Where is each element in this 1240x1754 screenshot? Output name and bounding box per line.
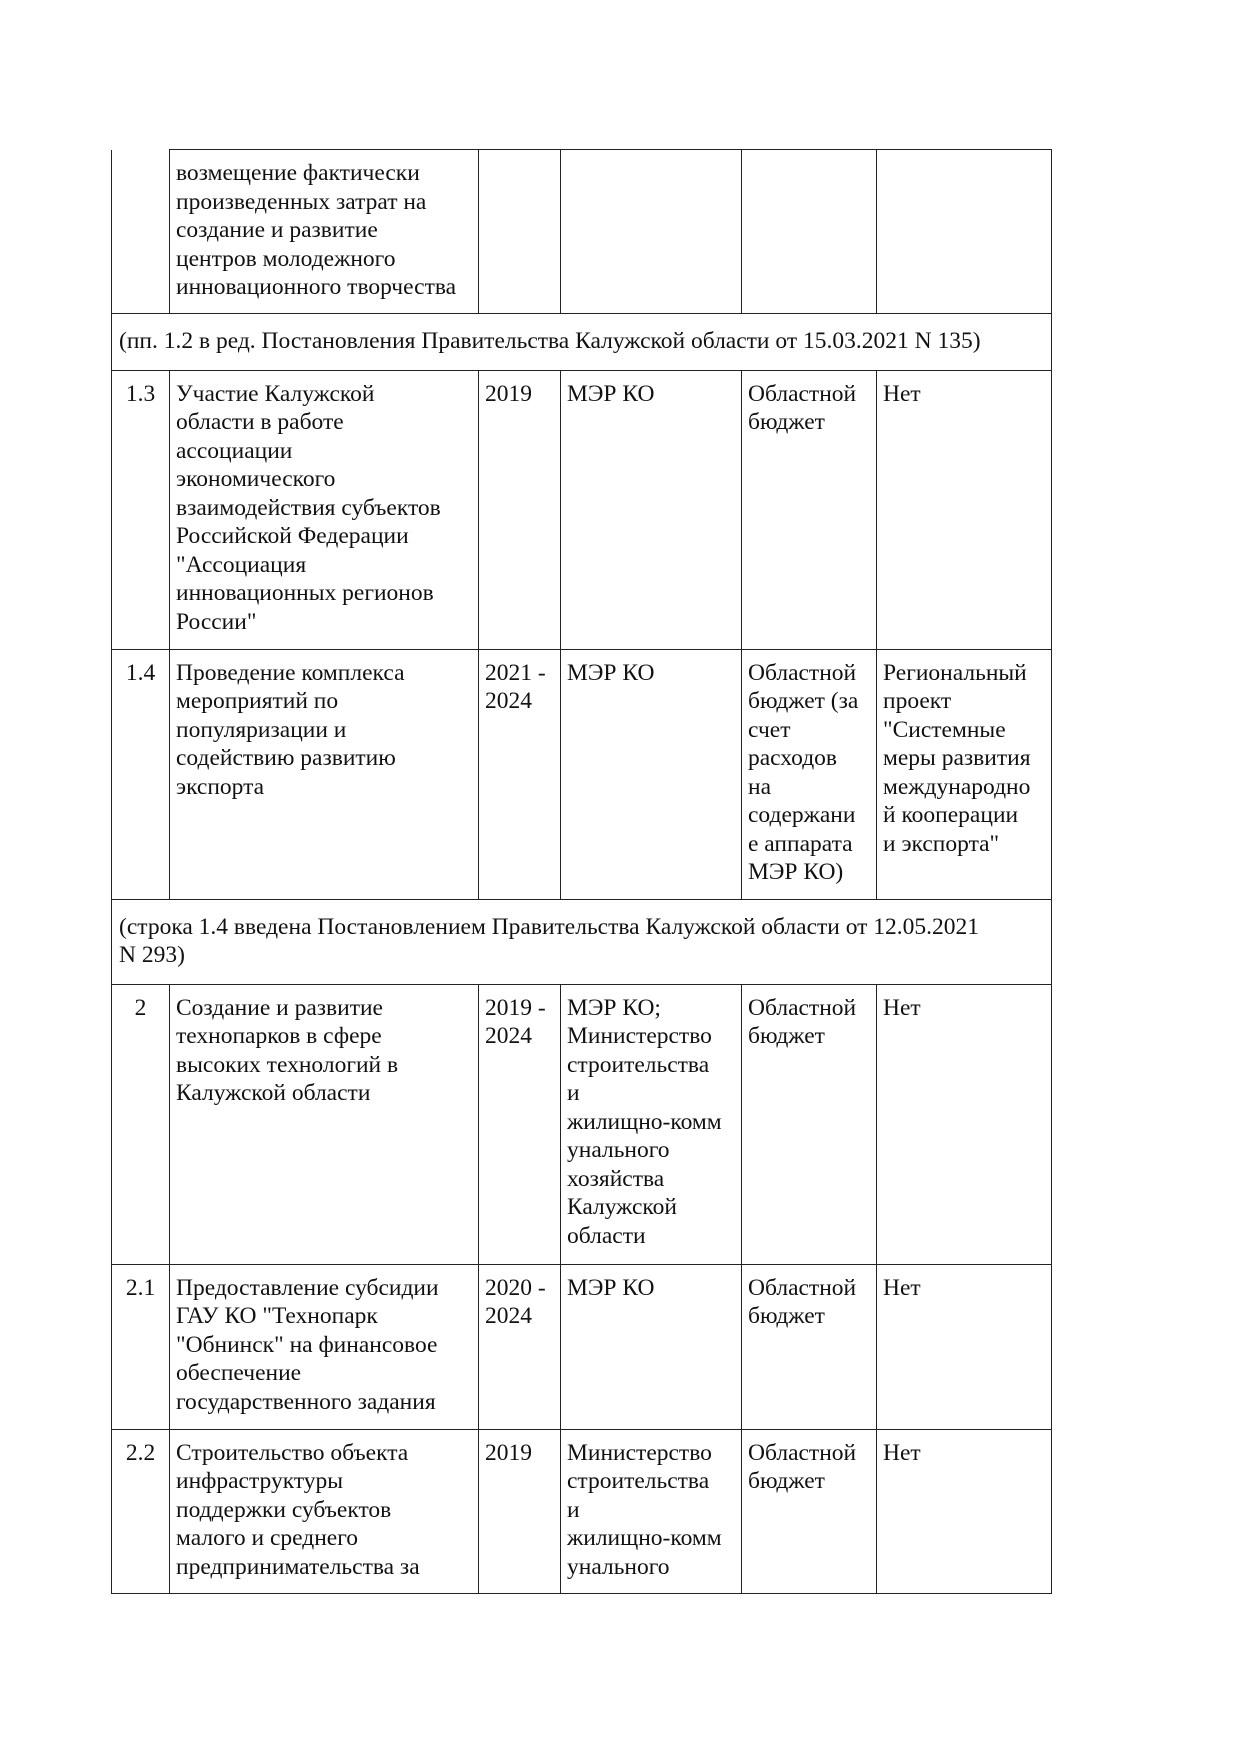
cell-number: 1.4	[112, 649, 170, 899]
cell-number: 2.1	[112, 1264, 170, 1429]
cell-period: 2019	[479, 370, 561, 649]
cell-project: Нет	[877, 370, 1052, 649]
cell-source: Областной бюджет	[742, 370, 877, 649]
cell-number	[112, 150, 170, 314]
cell-period	[479, 150, 561, 314]
table-row	[112, 649, 1052, 899]
cell-activity: возмещение фактически произведенных затрат на создание и развитие центров молодежного инновационного творчества	[170, 150, 479, 314]
cell-activity: Проведение комплекса мероприятий по популяризации и содействию развитию экспорта	[170, 649, 479, 899]
cell-executor: МЭР КО; Министерство строительства и жилищно-комм унального хозяйства Калужской области	[561, 984, 742, 1264]
table-row	[112, 370, 1052, 649]
cell-executor	[561, 150, 742, 314]
cell-number: 2.2	[112, 1429, 170, 1593]
amendment-note: (строка 1.4 введена Постановлением Правительства Калужской области от 12.05.2021 N 293)	[112, 899, 1052, 984]
cell-source: Областной бюджет (за счет расходов на содержани е аппарата МЭР КО)	[742, 649, 877, 899]
cell-project: Нет	[877, 984, 1052, 1264]
cell-executor: Министерство строительства и жилищно-комм унального	[561, 1429, 742, 1593]
cell-number: 2	[112, 984, 170, 1264]
cell-project	[877, 150, 1052, 314]
amendment-note: (пп. 1.2 в ред. Постановления Правительства Калужской области от 15.03.2021 N 135)	[112, 314, 1052, 371]
cell-source: Областной бюджет	[742, 1264, 877, 1429]
cell-period: 2020 - 2024	[479, 1264, 561, 1429]
table-row	[112, 1429, 1052, 1593]
cell-project: Региональный проект "Системные меры развития международно й кооперации и экспорта"	[877, 649, 1052, 899]
amendment-note-row	[112, 314, 1052, 371]
cell-project: Нет	[877, 1429, 1052, 1593]
table-row-continuation	[112, 150, 1052, 314]
cell-executor: МЭР КО	[561, 649, 742, 899]
amendment-note-row	[112, 899, 1052, 984]
cell-activity: Участие Калужской области в работе ассоциации экономического взаимодействия субъектов Российской Федерации "Ассоциация инновационных регионов России"	[170, 370, 479, 649]
cell-executor: МЭР КО	[561, 370, 742, 649]
cell-period: 2019 - 2024	[479, 984, 561, 1264]
cell-number: 1.3	[112, 370, 170, 649]
cell-source: Областной бюджет	[742, 984, 877, 1264]
table-body	[112, 150, 1052, 1594]
program-table	[111, 149, 1052, 1594]
cell-activity: Предоставление субсидии ГАУ КО "Технопарк "Обнинск" на финансовое обеспечение государственного задания	[170, 1264, 479, 1429]
cell-executor: МЭР КО	[561, 1264, 742, 1429]
cell-source	[742, 150, 877, 314]
cell-activity: Строительство объекта инфраструктуры поддержки субъектов малого и среднего предпринимательства за	[170, 1429, 479, 1593]
table-row	[112, 1264, 1052, 1429]
cell-source: Областной бюджет	[742, 1429, 877, 1593]
cell-period: 2019	[479, 1429, 561, 1593]
cell-activity: Создание и развитие технопарков в сфере высоких технологий в Калужской области	[170, 984, 479, 1264]
cell-project: Нет	[877, 1264, 1052, 1429]
cell-period: 2021 - 2024	[479, 649, 561, 899]
table-row	[112, 984, 1052, 1264]
